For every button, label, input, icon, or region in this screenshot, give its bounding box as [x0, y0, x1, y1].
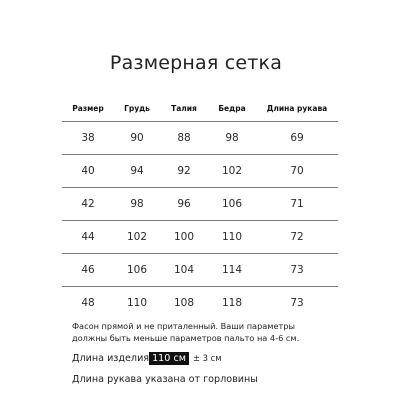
cell-waist: 100 [173, 231, 195, 243]
cell-sleeve-length: 73 [290, 297, 304, 309]
cell-size: 42 [81, 198, 95, 210]
table-row [62, 155, 338, 188]
cell-hips: 106 [221, 198, 243, 210]
cell-waist: 104 [173, 264, 195, 276]
table-row [62, 221, 338, 254]
cell-size: 38 [81, 132, 95, 144]
fit-note-line-2: должны быть меньше параметров пальто на 4-6 см. [72, 333, 300, 343]
cell-size: 40 [81, 165, 95, 177]
fit-note-line-1: Фасон прямой и не приталенный. Ваши параметры [72, 321, 295, 331]
cell-waist: 92 [177, 165, 191, 177]
cell-sleeve-length: 71 [290, 198, 304, 210]
cell-sleeve-length: 72 [290, 231, 304, 243]
cell-sleeve-length: 73 [290, 264, 304, 276]
header-sleeve-length: Длина рукава [266, 104, 328, 113]
table-header-row [62, 98, 338, 122]
cell-chest: 90 [130, 132, 144, 144]
table-row [62, 122, 338, 155]
cell-hips: 118 [221, 297, 243, 309]
cell-chest: 106 [126, 264, 148, 276]
product-length-value: 110 см [149, 352, 189, 365]
header-size: Размер [72, 104, 104, 113]
table-row [62, 188, 338, 221]
header-chest: Грудь [124, 104, 150, 113]
cell-waist: 108 [173, 297, 195, 309]
sleeve-note: Длина рукава указана от горловины [72, 374, 258, 385]
fit-note [72, 320, 352, 344]
cell-sleeve-length: 69 [290, 132, 304, 144]
product-length-tolerance: ± 3 см [192, 353, 222, 363]
size-table [62, 98, 338, 319]
product-length-label: Длина изделия [72, 353, 150, 364]
cell-waist: 88 [177, 132, 191, 144]
cell-hips: 98 [225, 132, 239, 144]
cell-size: 44 [81, 231, 95, 243]
header-waist: Талия [171, 104, 197, 113]
page-title: Размерная сетка [109, 52, 283, 74]
cell-hips: 102 [221, 165, 243, 177]
cell-size: 48 [81, 297, 95, 309]
cell-hips: 110 [221, 231, 243, 243]
cell-sleeve-length: 70 [290, 165, 304, 177]
cell-chest: 94 [130, 165, 144, 177]
product-length [72, 351, 372, 366]
cell-chest: 110 [126, 297, 148, 309]
table-row [62, 287, 338, 319]
cell-size: 46 [81, 264, 95, 276]
cell-waist: 96 [177, 198, 191, 210]
header-hips: Бедра [218, 104, 246, 113]
cell-chest: 98 [130, 198, 144, 210]
table-row [62, 254, 338, 287]
cell-hips: 114 [221, 264, 243, 276]
cell-chest: 102 [126, 231, 148, 243]
